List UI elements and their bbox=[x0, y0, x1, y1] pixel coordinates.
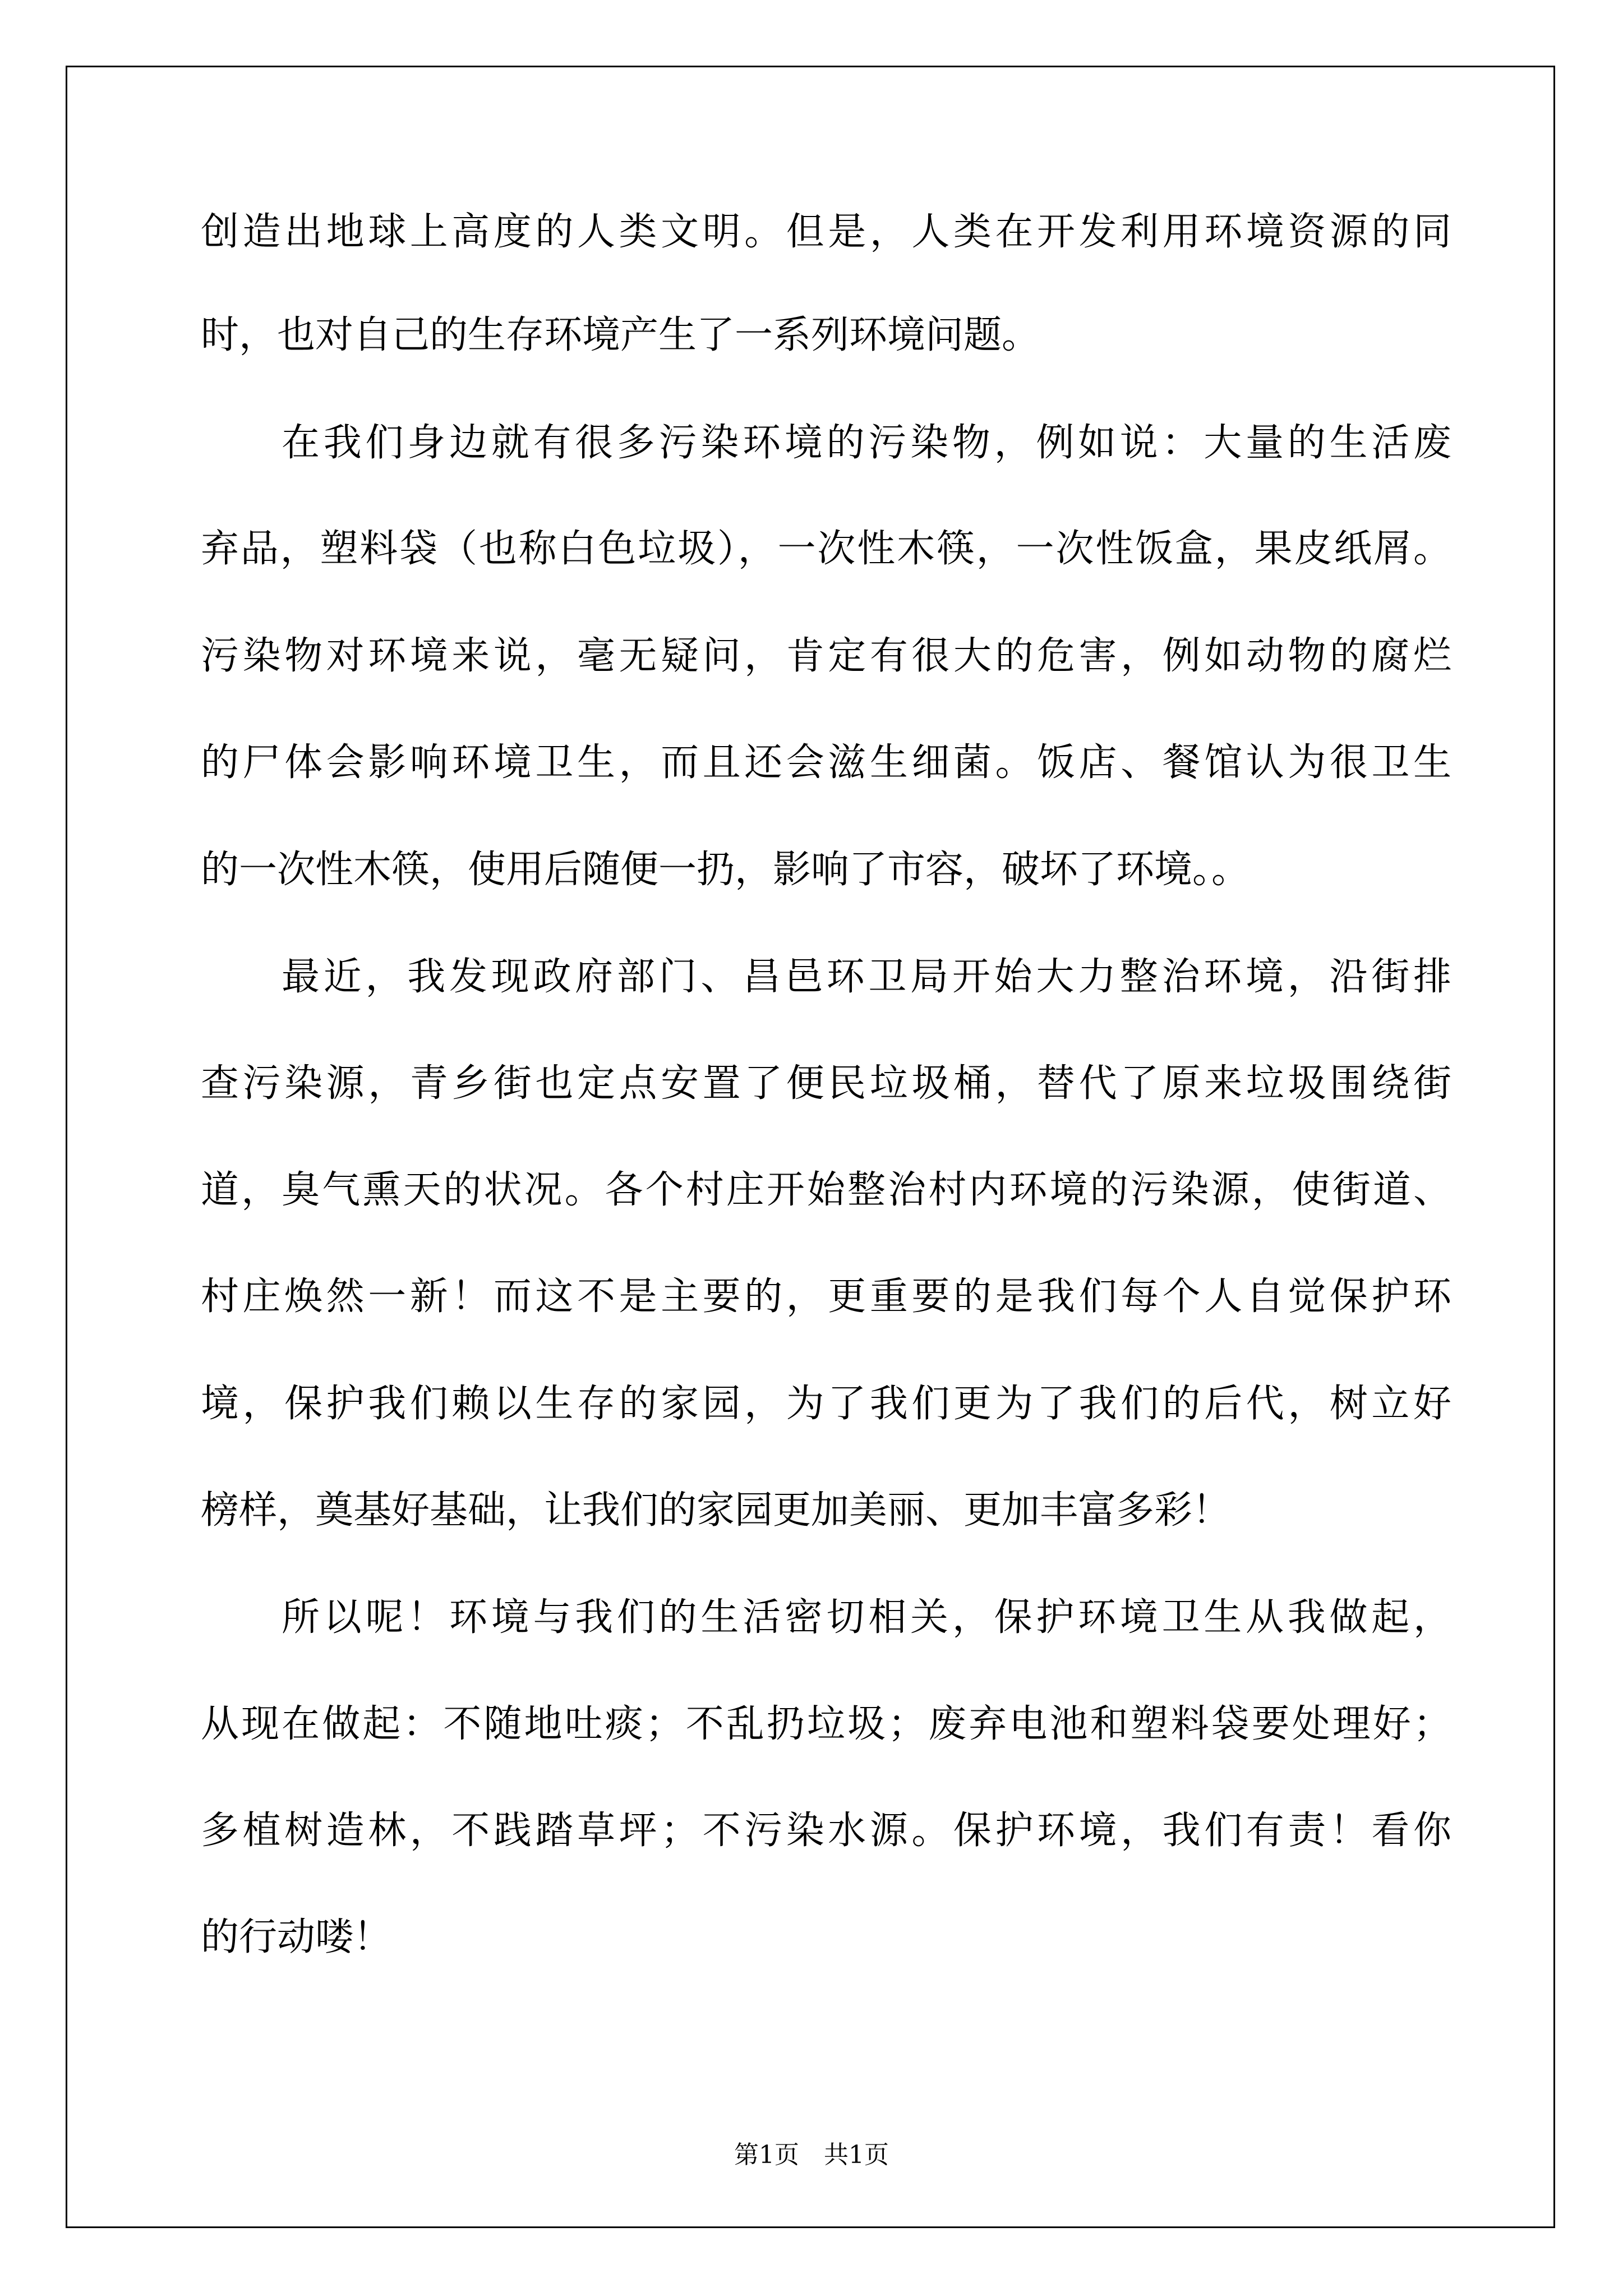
text-line: 道，臭气熏天的状况。各个村庄开始整治村内环境的污染源，使街道、 bbox=[201, 1168, 1451, 1212]
text-line: 的尸体会影响环境卫生，而且还会滋生细菌。饭店、餐馆认为很卫生 bbox=[201, 740, 1451, 785]
text-line: 弃品，塑料袋（也称白色垃圾），一次性木筷，一次性饭盒，果皮纸屑。 bbox=[201, 527, 1451, 571]
text-line: 多植树造林，不践踏草坪；不污染水源。保护环境，我们有责！看你 bbox=[201, 1809, 1451, 1853]
text-line: 境，保护我们赖以生存的家园，为了我们更为了我们的后代，树立好 bbox=[201, 1382, 1451, 1426]
text-line: 的一次性木筷，使用后随便一扔，影响了市容，破坏了环境。。 bbox=[201, 848, 1250, 892]
text-line: 时，也对自己的生存环境产生了一系列环境问题。 bbox=[201, 313, 1040, 357]
text-line: 查污染源，青乡街也定点安置了便民垃圾桶，替代了原来垃圾围绕街 bbox=[201, 1061, 1451, 1106]
text-line: 污染物对环境来说，毫无疑问，肯定有很大的危害，例如动物的腐烂 bbox=[201, 634, 1451, 678]
page-border bbox=[66, 66, 1555, 2228]
text-line: 村庄焕然一新！而这不是主要的，更重要的是我们每个人自觉保护环 bbox=[201, 1274, 1451, 1319]
text-line: 榜样，奠基好基础，让我们的家园更加美丽、更加丰富多彩！ bbox=[201, 1488, 1231, 1533]
text-line: 最近，我发现政府部门、昌邑环卫局开始大力整治环境，沿街排 bbox=[282, 955, 1451, 999]
text-line: 创造出地球上高度的人类文明。但是，人类在开发利用环境资源的同 bbox=[201, 210, 1451, 254]
text-line: 所以呢！环境与我们的生活密切相关，保护环境卫生从我做起， bbox=[282, 1595, 1451, 1640]
text-line: 从现在做起：不随地吐痰；不乱扔垃圾；废弃电池和塑料袋要处理好； bbox=[201, 1702, 1451, 1746]
text-line: 在我们身边就有很多污染环境的污染物，例如说：大量的生活废 bbox=[282, 421, 1451, 465]
page-number-footer: 第1页 共1页 bbox=[734, 2141, 889, 2169]
text-line: 的行动喽！ bbox=[201, 1915, 392, 1959]
